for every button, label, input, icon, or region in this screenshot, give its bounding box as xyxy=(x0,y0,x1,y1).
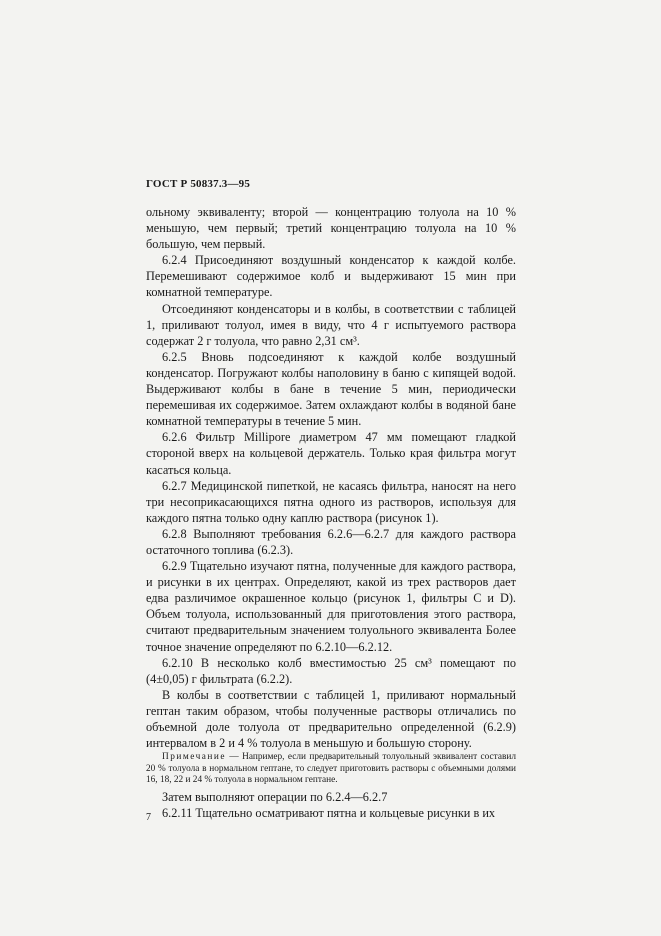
paragraph-continuation: ольному эквиваленту; второй — концентрацию толуола на 10 % меньшую, чем первый; третий концентрацию толуола на 10 % большую, чем первый. xyxy=(146,205,516,252)
note-label: Примечание xyxy=(162,752,226,763)
paragraph-6-2-10: 6.2.10 В несколько колб вместимостью 25 см³ помещают по (4±0,05) г фильтрата (6.2.2). xyxy=(146,655,516,686)
note xyxy=(146,752,516,787)
page-number: 7 xyxy=(146,812,151,823)
paragraph-6-2-7: 6.2.7 Медицинской пипеткой, не касаясь фильтра, наносят на него три несоприкасающихся пятна одного из растворов, используя для каждого пятна только одну каплю раствора (рисунок 1). xyxy=(146,478,516,525)
page-header: ГОСТ Р 50837.3—95 xyxy=(146,178,251,190)
note-text: — Например, если предварительный толуольный эквивалент составил 20 % толуола в нормальном гептане, то следует приготовить растворы с объемными долями 16, 18, 22 и 24 % толуола в нормальном гептане. xyxy=(146,752,516,786)
document-body xyxy=(146,204,516,821)
paragraph-6-2-6: 6.2.6 Фильтр Millipore диаметром 47 мм помещают гладкой стороной вверх на кольцевой держатель. Только края фильтра могут касаться кольца. xyxy=(146,430,516,477)
paragraph-disconnect: Отсоединяют конденсаторы и в колбы, в соответствии с таблицей 1, приливают толуол, имея в виду, что 4 г испытуемого раствора содержат 2 г толуола, что равно 2,31 см³. xyxy=(146,301,516,348)
paragraph-6-2-5: 6.2.5 Вновь подсоединяют к каждой колбе воздушный конденсатор. Погружают колбы наполовину в баню с кипящей водой. Выдерживают колбы в бане в течение 5 мин, периодически перемешивая их содержимое. Затем охлаждают колбы в водяной бане комнатной температуры в течение 5 мин. xyxy=(146,349,516,429)
paragraph-then: Затем выполняют операции по 6.2.4—6.2.7 xyxy=(162,789,388,804)
paragraph-6-2-11: 6.2.11 Тщательно осматривают пятна и кольцевые рисунки в их xyxy=(162,806,496,821)
paragraph-heptane: В колбы в соответствии с таблицей 1, приливают нормальный гептан таким образом, чтобы полученные растворы отличались по объемной доле толуола от предварительно определенной (6.2.9) интервалом в 2 и 4 % толуола в меньшую и большую сторону. xyxy=(146,687,516,751)
paragraph-6-2-9: 6.2.9 Тщательно изучают пятна, полученные для каждого раствора, и рисунки в их центрах. Определяют, какой из трех растворов дает едва различимое окрашенное кольцо (рисунок 1, фильтры C и D). Объем толуола, использованный для приготовления этого раствора, считают предварительным значением толуольного эквивалента Более точное значение определяют по 6.2.10—6.2.12. xyxy=(146,559,516,654)
paragraph-6-2-8: 6.2.8 Выполняют требования 6.2.6—6.2.7 для каждого раствора остаточного топлива (6.2.3). xyxy=(146,526,516,557)
paragraph-6-2-4: 6.2.4 Присоединяют воздушный конденсатор к каждой колбе. Перемешивают содержимое колб и выдерживают 15 мин при комнатной температуре. xyxy=(146,253,516,300)
